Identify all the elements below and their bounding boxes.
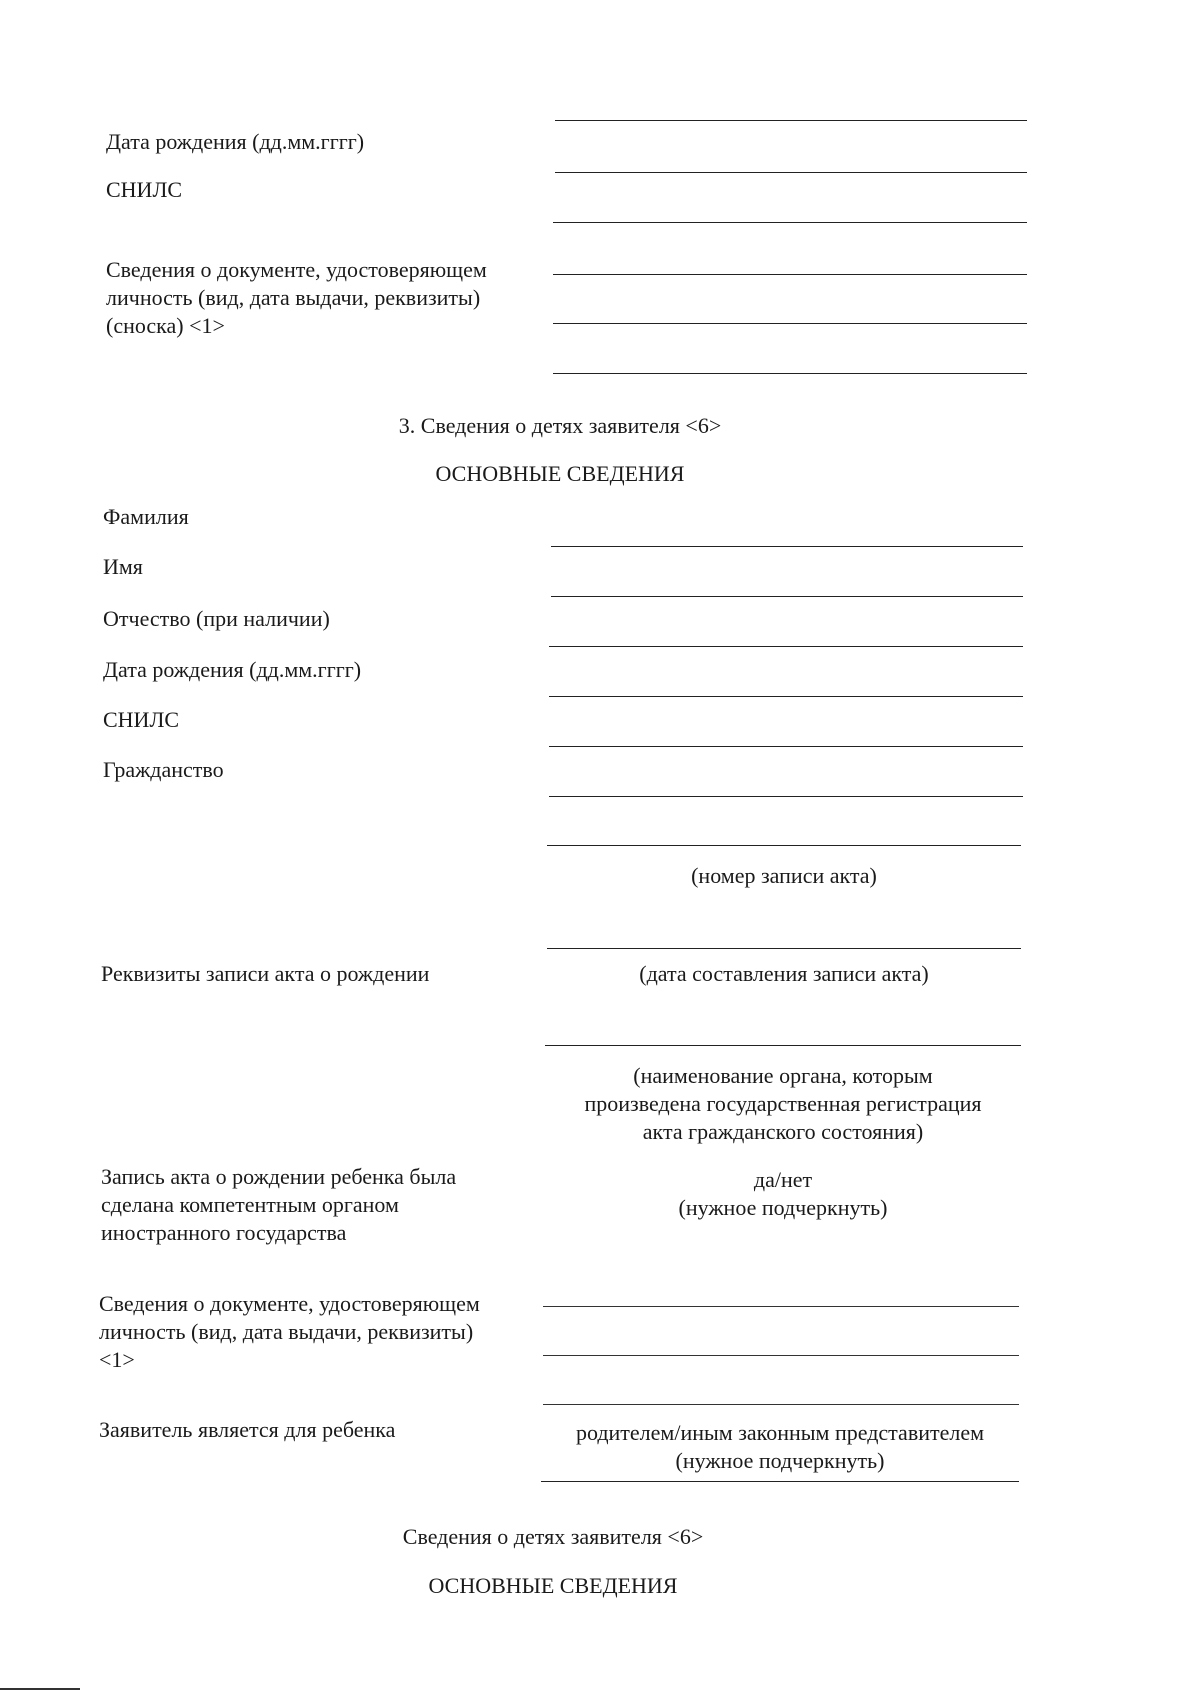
name-field[interactable]: [551, 596, 1023, 597]
birth-date-label: Дата рождения (дд.мм.гггг): [103, 657, 362, 682]
birth-date-field[interactable]: [549, 696, 1023, 697]
identity-doc-label-line2: личность (вид, дата выдачи, реквизиты): [106, 285, 481, 310]
record-number-field[interactable]: [547, 845, 1021, 846]
authority-caption-line2: произведена государственная регистрация: [584, 1091, 982, 1116]
foreign-record-hint: (нужное подчеркнуть): [678, 1195, 888, 1220]
blank-line[interactable]: [555, 172, 1027, 173]
name-label: Имя: [103, 554, 143, 579]
foreign-record-answer[interactable]: да/нет: [753, 1167, 813, 1192]
snils-field[interactable]: [549, 746, 1023, 747]
blank-line[interactable]: [553, 274, 1027, 275]
blank-line[interactable]: [543, 1404, 1019, 1405]
identity-doc-label-line1: Сведения о документе, удостоверяющем: [106, 257, 487, 282]
applicant-relation-answer[interactable]: родителем/иным законным представителем: [575, 1420, 985, 1445]
surname-field[interactable]: [551, 546, 1023, 547]
section-subheading: ОСНОВНЫЕ СВЕДЕНИЯ: [435, 461, 685, 486]
foreign-record-label-line1: Запись акта о рождении ребенка была: [101, 1164, 457, 1189]
blank-line[interactable]: [553, 222, 1027, 223]
authority-field[interactable]: [545, 1045, 1021, 1046]
applicant-relation-label: Заявитель является для ребенка: [99, 1417, 396, 1442]
snils-label: СНИЛС: [103, 707, 180, 732]
blank-line[interactable]: [553, 323, 1027, 324]
birth-date-label: Дата рождения (дд.мм.гггг): [106, 129, 365, 154]
next-section-heading: Сведения о детях заявителя <6>: [402, 1524, 704, 1549]
applicant-relation-hint: (нужное подчеркнуть): [675, 1448, 885, 1473]
surname-label: Фамилия: [103, 504, 189, 529]
blank-line[interactable]: [541, 1481, 1019, 1482]
patronymic-field[interactable]: [549, 646, 1023, 647]
section-heading: 3. Сведения о детях заявителя <6>: [398, 413, 722, 438]
authority-caption-line1: (наименование органа, которым: [633, 1063, 933, 1088]
foreign-record-label-line2: сделана компетентным органом: [101, 1192, 399, 1217]
blank-line[interactable]: [543, 1355, 1019, 1356]
record-date-caption: (дата составления записи акта): [639, 961, 929, 986]
citizenship-label: Гражданство: [103, 757, 224, 782]
record-number-caption: (номер записи акта): [691, 863, 877, 888]
scan-mark: [0, 1688, 80, 1690]
foreign-record-label-line3: иностранного государства: [101, 1220, 347, 1245]
snils-label: СНИЛС: [106, 177, 183, 202]
authority-caption-line3: акта гражданского состояния): [642, 1119, 924, 1144]
child-identity-doc-label-line3: <1>: [99, 1347, 135, 1372]
blank-line[interactable]: [543, 1306, 1019, 1307]
child-identity-doc-label-line2: личность (вид, дата выдачи, реквизиты): [99, 1319, 474, 1344]
record-date-field[interactable]: [547, 948, 1021, 949]
blank-line[interactable]: [555, 120, 1027, 121]
blank-line[interactable]: [553, 373, 1027, 374]
patronymic-label: Отчество (при наличии): [103, 606, 330, 631]
identity-doc-label-line3: (сноска) <1>: [106, 313, 225, 338]
next-section-subheading: ОСНОВНЫЕ СВЕДЕНИЯ: [428, 1573, 678, 1598]
child-identity-doc-label-line1: Сведения о документе, удостоверяющем: [99, 1291, 480, 1316]
citizenship-field[interactable]: [549, 796, 1023, 797]
birth-record-label: Реквизиты записи акта о рождении: [101, 961, 430, 986]
